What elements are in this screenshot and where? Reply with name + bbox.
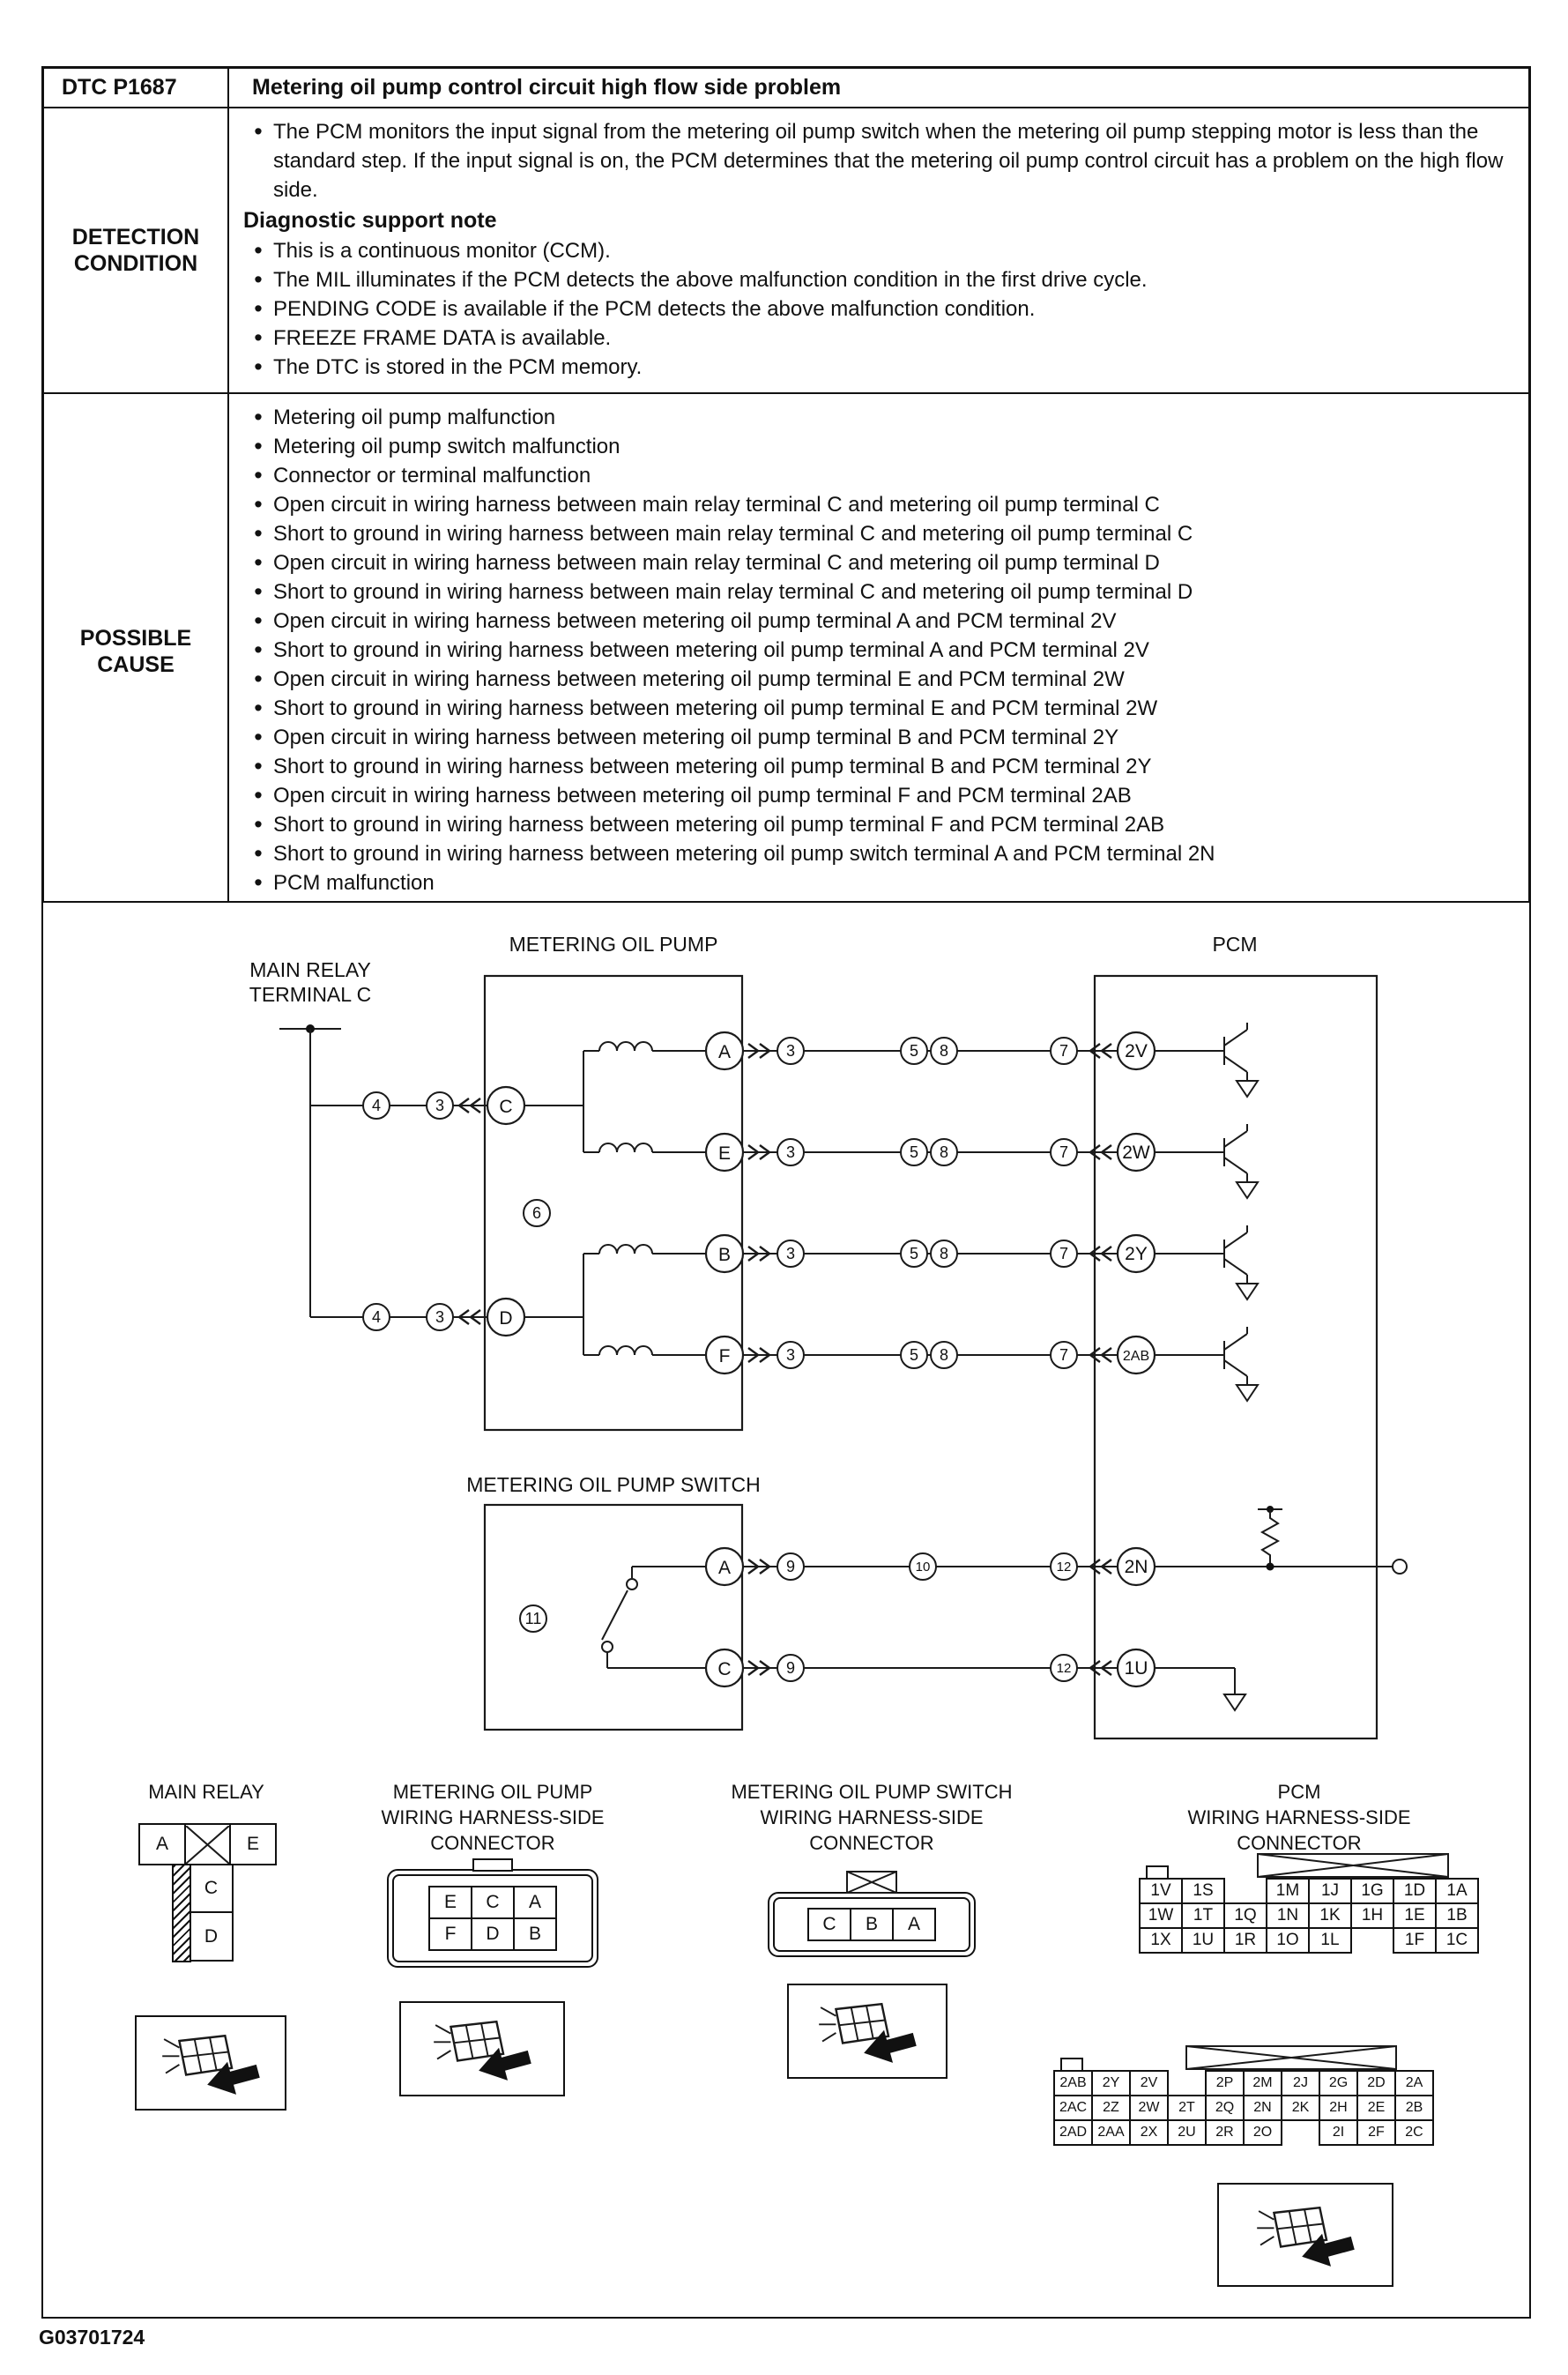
coil-e xyxy=(599,1143,652,1152)
svg-text:2Y: 2Y xyxy=(1125,1244,1148,1264)
svg-text:C: C xyxy=(499,1097,513,1117)
pump-connector-photo-icon xyxy=(416,2005,548,2093)
pcm-driver-2ab xyxy=(1155,1327,1258,1401)
pin-cell: 1T xyxy=(1181,1902,1225,1929)
wiring-diagram xyxy=(43,903,1529,1749)
pcm-connector-photo-icon xyxy=(1239,2191,1371,2279)
svg-text:C: C xyxy=(717,1659,732,1679)
pin-cell: 2F xyxy=(1356,2119,1396,2146)
detection-intro-list xyxy=(243,117,1509,205)
bullet-item xyxy=(243,577,1509,607)
pin-cell: 1C xyxy=(1435,1927,1479,1954)
pump-terminal-b xyxy=(706,1235,743,1272)
pin-cell: 1M xyxy=(1266,1878,1310,1904)
svg-text:10: 10 xyxy=(915,1560,931,1575)
pin-cell: B xyxy=(513,1917,557,1951)
coil-b xyxy=(599,1245,652,1254)
bullet-text: • Open circuit in wiring harness between metering oil pump terminal F and PCM terminal 2AB xyxy=(273,784,1132,808)
bullet-item xyxy=(243,868,1509,897)
pcm-connector-grid-1 xyxy=(1139,1853,1495,1954)
svg-text:4: 4 xyxy=(371,1308,382,1326)
pump-connector-photo-frame xyxy=(399,2001,565,2096)
pcm-terminal-2w xyxy=(1118,1134,1155,1171)
pin-cell: 2W xyxy=(1129,2095,1169,2121)
switch-connector-keyway-box xyxy=(846,1871,897,1894)
pin-cell: 2X xyxy=(1129,2119,1169,2146)
pcm-grid1-row-2 xyxy=(1139,1902,1495,1929)
pcm-grid2-row-1 xyxy=(1053,2070,1453,2096)
pcm-1u-ground xyxy=(1155,1668,1245,1710)
pump-box-label: METERING OIL PUMP xyxy=(509,933,718,956)
switch-internal-wiring xyxy=(602,1567,706,1668)
diagram-section-labels xyxy=(249,933,1258,1496)
svg-text:2AB: 2AB xyxy=(1122,1349,1150,1364)
main-relay-connector-title: MAIN RELAY xyxy=(148,1781,264,1803)
pin-cell: F xyxy=(428,1917,472,1951)
pump-connector-title: METERING OIL PUMP WIRING HARNESS-SIDE CONNECTOR xyxy=(381,1781,605,1854)
bullet-text: • FREEZE FRAME DATA is available. xyxy=(273,326,612,350)
dtc-title: Metering oil pump control circuit high flow side problem xyxy=(229,69,1528,107)
pin-cell: 2Q xyxy=(1205,2095,1245,2121)
pin-cell: 2D xyxy=(1356,2070,1396,2096)
svg-text:12: 12 xyxy=(1056,1560,1072,1575)
callout-5-row-e xyxy=(901,1139,927,1165)
pcm-grid1-notch xyxy=(1146,1865,1169,1878)
svg-text:F: F xyxy=(718,1346,731,1366)
svg-text:B: B xyxy=(717,1245,732,1265)
switch-pin-row-1 xyxy=(807,1908,936,1941)
callout-12-row-swc xyxy=(1051,1655,1077,1681)
svg-text:2N: 2N xyxy=(1124,1557,1148,1577)
main-relay-connector xyxy=(138,1823,277,1962)
svg-text:9: 9 xyxy=(785,1558,796,1575)
svg-text:D: D xyxy=(499,1308,513,1329)
pump-terminal-e xyxy=(706,1134,743,1171)
callout-5-row-b xyxy=(901,1240,927,1267)
pin-cell: 1H xyxy=(1350,1902,1394,1929)
callout-7-row-b xyxy=(1051,1240,1077,1267)
pcm-grid2-pins xyxy=(1053,2070,1453,2146)
callout-3-d xyxy=(427,1304,453,1330)
callout-3-row-f xyxy=(777,1342,804,1368)
callout-3-row-a xyxy=(777,1038,804,1064)
bullet-item xyxy=(243,519,1509,548)
pcm-2n-pullup-circuit xyxy=(1155,1506,1407,1574)
pin-cell: 2A xyxy=(1394,2070,1434,2096)
pin-cell: A xyxy=(513,1886,557,1919)
switch-connector-title: METERING OIL PUMP SWITCH WIRING HARNESS-SIDE CONNECTOR xyxy=(731,1781,1013,1854)
pcm-grid1-row-1 xyxy=(1139,1878,1495,1904)
pcm-terminal-2n xyxy=(1118,1548,1155,1585)
pin-cell: 2AA xyxy=(1091,2119,1131,2146)
pump-terminal-f xyxy=(706,1336,743,1374)
bullet-item xyxy=(243,117,1509,205)
svg-text:2W: 2W xyxy=(1122,1143,1150,1163)
svg-text:3: 3 xyxy=(435,1308,445,1326)
pin-cell: 2O xyxy=(1243,2119,1282,2146)
main-relay-pin-a: A xyxy=(138,1823,186,1865)
wiring-diagram-box xyxy=(41,901,1531,2319)
bullet-item xyxy=(243,353,1509,382)
main-relay-bottom-block xyxy=(172,1864,277,1962)
pcm-box-label: PCM xyxy=(1212,933,1258,956)
pcm-driver-2w xyxy=(1155,1124,1258,1198)
dtc-code: DTC P1687 xyxy=(44,69,227,107)
bullet-item xyxy=(243,752,1509,781)
svg-text:4: 4 xyxy=(371,1097,382,1114)
callout-7-row-e xyxy=(1051,1139,1077,1165)
pin-cell: 1V xyxy=(1139,1878,1183,1904)
bullet-item xyxy=(243,490,1509,519)
callout-11 xyxy=(520,1605,546,1632)
svg-text:11: 11 xyxy=(524,1610,542,1627)
callout-3-row-b xyxy=(777,1240,804,1267)
switch-blade xyxy=(602,1590,628,1640)
svg-text:A: A xyxy=(717,1042,732,1062)
main-relay-label-line1: MAIN RELAY xyxy=(249,958,371,981)
bullet-text: • Open circuit in wiring harness between main relay terminal C and metering oil pump terminal D xyxy=(273,551,1160,575)
pcm-terminal-1u xyxy=(1118,1649,1155,1686)
pump-connector-pin-grid xyxy=(428,1886,557,1951)
pin-cell: 2I xyxy=(1319,2119,1358,2146)
bullet-item xyxy=(243,432,1509,461)
svg-text:5: 5 xyxy=(909,1143,919,1161)
pin-cell: 1L xyxy=(1308,1927,1352,1954)
bullet-text: • Metering oil pump malfunction xyxy=(273,406,556,429)
svg-text:7: 7 xyxy=(1059,1143,1069,1161)
pin-cell: 2AB xyxy=(1053,2070,1093,2096)
switch-connector-photo-icon xyxy=(801,1987,933,2075)
callout-8-row-a xyxy=(931,1038,957,1064)
svg-text:2V: 2V xyxy=(1125,1041,1148,1061)
pin-cell: 1B xyxy=(1435,1902,1479,1929)
svg-text:7: 7 xyxy=(1059,1346,1069,1364)
pcm-grid1-pins xyxy=(1139,1878,1495,1954)
pin-cell: 2V xyxy=(1129,2070,1169,2096)
pcm-connector-title: PCM WIRING HARNESS-SIDE CONNECTOR xyxy=(1187,1781,1411,1854)
bullet-text: • Short to ground in wiring harness between main relay terminal C and metering oil pump terminal D xyxy=(273,580,1193,604)
callout-8-row-e xyxy=(931,1139,957,1165)
svg-text:6: 6 xyxy=(531,1204,542,1222)
pcm-grid1-row-3 xyxy=(1139,1927,1495,1954)
detection-condition-body xyxy=(229,108,1528,392)
main-relay-pin-c: C xyxy=(189,1864,234,1914)
possible-cause-body xyxy=(229,394,1528,908)
pcm-connector-grid-2 xyxy=(1053,2045,1453,2146)
bullet-item xyxy=(243,781,1509,810)
pin-cell: 2J xyxy=(1281,2070,1320,2096)
switch-terminal-a xyxy=(706,1548,743,1585)
bullet-text: • The PCM monitors the input signal from the metering oil pump switch when the metering oil pump stepping motor is less than the standard step. If the input signal is on, the PCM determines that the metering oil pump control circuit has a problem on the high flow side. xyxy=(273,120,1504,202)
bullet-item xyxy=(243,236,1509,265)
svg-text:3: 3 xyxy=(785,1346,796,1364)
detection-notes-list xyxy=(243,236,1509,382)
callout-4-d xyxy=(363,1304,390,1330)
pump-connector xyxy=(387,1869,598,1968)
callout-6 xyxy=(524,1200,550,1226)
pcm-grid2-keyway-box xyxy=(1185,2045,1397,2070)
svg-text:A: A xyxy=(717,1558,732,1578)
callout-3-row-e xyxy=(777,1139,804,1165)
pin-cell: 2G xyxy=(1319,2070,1358,2096)
pump-terminal-d xyxy=(487,1299,524,1336)
bullet-text: • Metering oil pump switch malfunction xyxy=(273,435,621,458)
pin-cell: 1J xyxy=(1308,1878,1352,1904)
pin-cell: 2Y xyxy=(1091,2070,1131,2096)
bullet-text: • This is a continuous monitor (CCM). xyxy=(273,239,611,263)
pin-cell: 1E xyxy=(1393,1902,1437,1929)
callout-7-row-a xyxy=(1051,1038,1077,1064)
bullet-item xyxy=(243,723,1509,752)
pcm-grid2-row-3 xyxy=(1053,2119,1453,2146)
bullet-text: • PCM malfunction xyxy=(273,871,435,895)
bullet-text: • Open circuit in wiring harness between metering oil pump terminal B and PCM terminal 2Y xyxy=(273,726,1119,749)
pcm-connector-photo-frame xyxy=(1217,2183,1393,2287)
switch-contact-a xyxy=(627,1579,637,1590)
svg-text:8: 8 xyxy=(939,1245,949,1262)
pin-cell: 2B xyxy=(1394,2095,1434,2121)
coil-a xyxy=(599,1042,652,1051)
bullet-text: • Short to ground in wiring harness between metering oil pump terminal A and PCM terminal 2V xyxy=(273,638,1149,662)
main-relay-photo-frame xyxy=(135,2015,286,2111)
pin-cell: 1G xyxy=(1350,1878,1394,1904)
svg-text:7: 7 xyxy=(1059,1042,1069,1060)
pin-cell: 2R xyxy=(1205,2119,1245,2146)
pin-cell: 2U xyxy=(1167,2119,1207,2146)
callout-8-row-b xyxy=(931,1240,957,1267)
bullet-text: • PENDING CODE is available if the PCM detects the above malfunction condition. xyxy=(273,297,1036,321)
main-relay-label-line2: TERMINAL C xyxy=(249,983,372,1006)
bullet-item xyxy=(243,461,1509,490)
pcm-driver-2v xyxy=(1155,1023,1258,1097)
svg-text:3: 3 xyxy=(435,1097,445,1114)
pin-cell: A xyxy=(892,1908,936,1941)
pcm-terminal-2y xyxy=(1118,1235,1155,1272)
diagnostic-note-heading: Diagnostic support note xyxy=(243,208,497,233)
pin-cell: 1F xyxy=(1393,1927,1437,1954)
pin-cell: 1N xyxy=(1266,1902,1310,1929)
pcm-terminal-2ab xyxy=(1118,1336,1155,1374)
dtc-table xyxy=(41,66,1531,911)
pin-cell: 1D xyxy=(1393,1878,1437,1904)
pin-cell: 1S xyxy=(1181,1878,1225,1904)
pin-cell: E xyxy=(428,1886,472,1919)
pin-cell: 1A xyxy=(1435,1878,1479,1904)
pin-cell: 2P xyxy=(1205,2070,1245,2096)
bullet-item xyxy=(243,694,1509,723)
pin-cell: 2H xyxy=(1319,2095,1358,2121)
bullet-text: • Short to ground in wiring harness between main relay terminal C and metering oil pump terminal C xyxy=(273,522,1193,546)
pcm-driver-2y xyxy=(1155,1225,1258,1299)
bullet-item xyxy=(243,403,1509,432)
callout-12-row-swa xyxy=(1051,1553,1077,1580)
pcm-terminal-2v xyxy=(1118,1032,1155,1069)
switch-connector-photo-frame xyxy=(787,1984,947,2079)
svg-text:1U: 1U xyxy=(1124,1658,1148,1679)
switch-box-label: METERING OIL PUMP SWITCH xyxy=(466,1473,761,1496)
pump-connector-tab xyxy=(472,1858,513,1872)
pin-cell: D xyxy=(471,1917,515,1951)
bullet-text: • Short to ground in wiring harness between metering oil pump terminal F and PCM terminal 2AB xyxy=(273,813,1165,837)
pump-terminal-c xyxy=(487,1087,524,1124)
bullet-text: • Short to ground in wiring harness between metering oil pump switch terminal A and PCM terminal 2N xyxy=(273,842,1215,866)
possible-cause-list xyxy=(243,403,1509,897)
detection-condition-header: DETECTION CONDITION xyxy=(44,108,227,392)
callout-7-row-f xyxy=(1051,1342,1077,1368)
pump-pin-row-2 xyxy=(428,1917,557,1951)
pump-internal-wiring xyxy=(524,1042,706,1355)
pin-cell: 1O xyxy=(1266,1927,1310,1954)
pin-cell: 2K xyxy=(1281,2095,1320,2121)
pump-terminal-a xyxy=(706,1032,743,1069)
svg-text:9: 9 xyxy=(785,1659,796,1677)
pcm-grid2-row-2 xyxy=(1053,2095,1453,2121)
bullet-text: • Open circuit in wiring harness between main relay terminal C and metering oil pump terminal C xyxy=(273,493,1160,517)
pin-cell: 2E xyxy=(1356,2095,1396,2121)
svg-text:5: 5 xyxy=(909,1346,919,1364)
bullet-item xyxy=(243,636,1509,665)
bullet-item xyxy=(243,607,1509,636)
callout-9-row-swc xyxy=(777,1655,804,1681)
bullet-text: • The DTC is stored in the PCM memory. xyxy=(273,355,643,379)
svg-text:12: 12 xyxy=(1056,1661,1072,1676)
bullet-item xyxy=(243,810,1509,839)
pcm-2n-output-terminal xyxy=(1393,1560,1407,1574)
pin-cell: 1R xyxy=(1223,1927,1267,1954)
callout-8-row-f xyxy=(931,1342,957,1368)
pin-cell: C xyxy=(807,1908,851,1941)
pin-cell: B xyxy=(850,1908,894,1941)
svg-text:3: 3 xyxy=(785,1042,796,1060)
coil-f xyxy=(599,1346,652,1355)
pullup-resistor xyxy=(1262,1509,1278,1567)
callout-9-row-swa xyxy=(777,1553,804,1580)
pin-cell: 1U xyxy=(1181,1927,1225,1954)
pin-cell: 1K xyxy=(1308,1902,1352,1929)
pcm-grid1-keyway-box xyxy=(1257,1853,1449,1878)
pin-cell: 1X xyxy=(1139,1927,1183,1954)
bullet-item xyxy=(243,839,1509,868)
callout-4-c xyxy=(363,1092,390,1119)
pin-cell: 2Z xyxy=(1091,2095,1131,2121)
bullet-item xyxy=(243,324,1509,353)
svg-text:3: 3 xyxy=(785,1143,796,1161)
switch-contact-c xyxy=(602,1642,613,1652)
svg-text:8: 8 xyxy=(939,1346,949,1364)
main-relay-connector-photo-icon xyxy=(145,2019,277,2107)
svg-text:8: 8 xyxy=(939,1143,949,1161)
pin-cell: 2N xyxy=(1243,2095,1282,2121)
svg-text:8: 8 xyxy=(939,1042,949,1060)
callout-5-row-a xyxy=(901,1038,927,1064)
bullet-item xyxy=(243,665,1509,694)
crossed-box-icon xyxy=(186,1826,229,1864)
pin-cell: 2C xyxy=(1394,2119,1434,2146)
bullet-item xyxy=(243,548,1509,577)
pin-cell: 1Q xyxy=(1223,1902,1267,1929)
possible-cause-header: POSSIBLE CAUSE xyxy=(44,394,227,908)
pin-cell: 2T xyxy=(1167,2095,1207,2121)
bullet-text: • Open circuit in wiring harness between metering oil pump terminal E and PCM terminal 2W xyxy=(273,667,1125,691)
callout-10 xyxy=(910,1553,936,1580)
pin-cell: 2AC xyxy=(1053,2095,1093,2121)
main-relay-keyway-box xyxy=(184,1823,232,1865)
bullet-text: • The MIL illuminates if the PCM detects the above malfunction condition in the first drive cycle. xyxy=(273,268,1148,292)
pin-cell: 2AD xyxy=(1053,2119,1093,2146)
svg-text:5: 5 xyxy=(909,1245,919,1262)
pin-cell: C xyxy=(471,1886,515,1919)
main-relay-feed-wires xyxy=(279,1024,487,1317)
svg-text:7: 7 xyxy=(1059,1245,1069,1262)
switch-terminal-c xyxy=(706,1649,743,1686)
bullet-text: • Connector or terminal malfunction xyxy=(273,464,591,488)
svg-text:3: 3 xyxy=(785,1245,796,1262)
bullet-text: • Open circuit in wiring harness between metering oil pump terminal A and PCM terminal 2V xyxy=(273,609,1117,633)
pump-pin-row-1 xyxy=(428,1886,557,1919)
callout-5-row-f xyxy=(901,1342,927,1368)
pcm-grid2-notch xyxy=(1060,2058,1083,2070)
bullet-text: • Short to ground in wiring harness between metering oil pump terminal E and PCM terminal 2W xyxy=(273,696,1158,720)
switch-connector xyxy=(768,1892,976,1957)
bullet-text: • Short to ground in wiring harness between metering oil pump terminal B and PCM terminal 2Y xyxy=(273,755,1152,778)
main-relay-pin-e: E xyxy=(229,1823,277,1865)
pin-cell: 1W xyxy=(1139,1902,1183,1929)
bullet-item xyxy=(243,265,1509,294)
figure-code: G03701724 xyxy=(39,2326,145,2349)
main-relay-pin-d: D xyxy=(189,1911,234,1962)
main-relay-top-row xyxy=(138,1823,277,1865)
bullet-item xyxy=(243,294,1509,324)
svg-text:E: E xyxy=(717,1143,732,1164)
svg-text:5: 5 xyxy=(909,1042,919,1060)
pin-cell: 2M xyxy=(1243,2070,1282,2096)
callout-3-c xyxy=(427,1092,453,1119)
switch-connector-pin-grid xyxy=(807,1908,936,1941)
